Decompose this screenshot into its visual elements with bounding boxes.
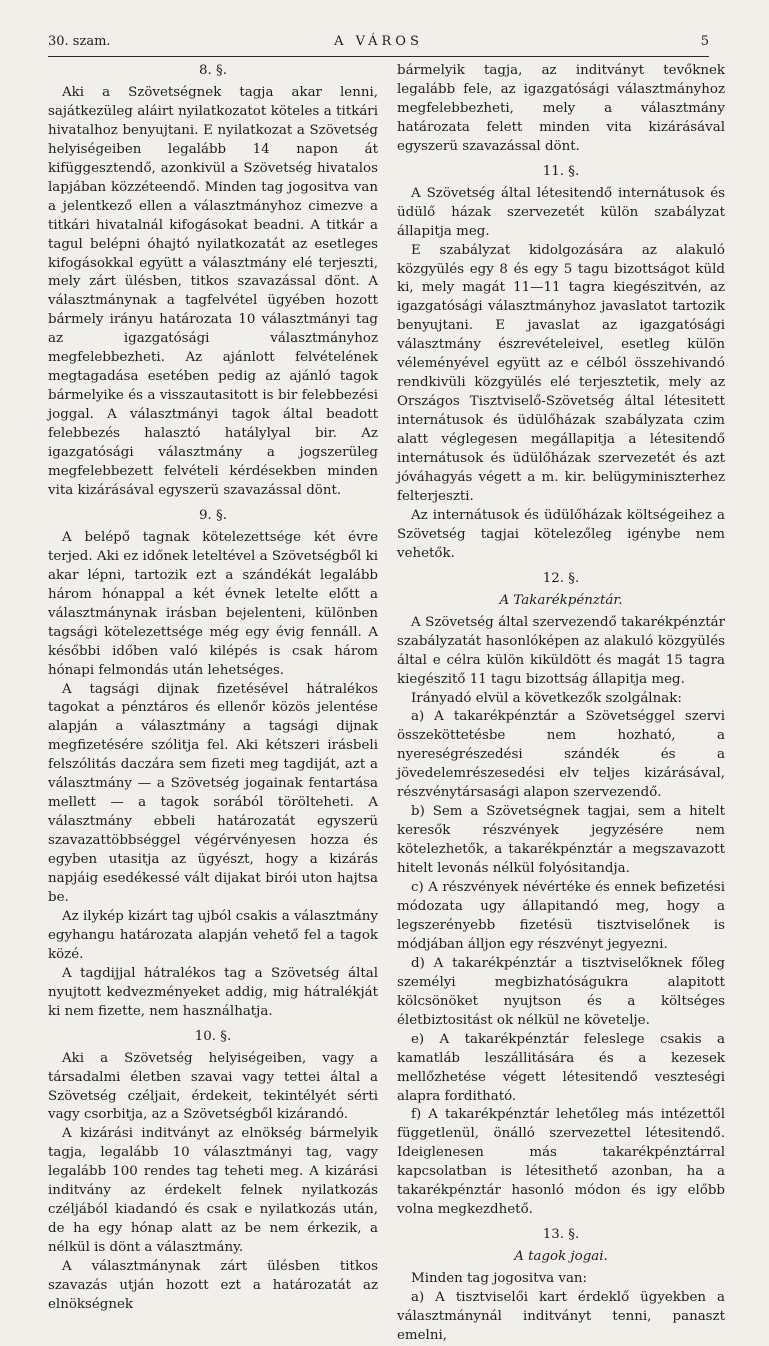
section-heading: 12. §. <box>542 570 580 586</box>
section-heading: 13. §. <box>542 1227 580 1243</box>
paragraph: A Szövetség által szervezendő takarékpénztár szabályzatát hasonlóképen az alakuló közgyülés által e célra külön kiküldött és magát 15 tagra kiegészitő 11 tagu bizottság állapitja meg. <box>397 614 725 687</box>
paragraph: Irányadó elvül a következők szolgálnak: <box>411 690 682 706</box>
paragraph: Aki a Szövetségnek tagja akar lenni, sajátkezüleg aláirt nyilatkozatot köteles a titkári hivatalhoz benyujtani. E nyilatkozat a Szövetség helyiségeiben legalább 14 napon át kifüggesztendő, azonkivül a Szövetség hivatalos lapjában közzéteendő. Minden tag jogositva van a jelentkező ellen a választmányhoz cimezve a titkári hivatalnál kifogásokat beadni. A titkár a tagul belépni óhajtó nyilatkozatát az esetleges kifogásokkal együtt a választmány elé terjeszti, mely zárt ülésben, titkos szavazással dönt. A választmánynak a tagfelvétel ügyében hozott bármely irányu határozata 10 választmányi tag az igazgatósági választmányhoz megfelebbezheti. Az ajánlott felvételének megtagadása esetében pedig az ajánló tagok bármelyike és a visszautasitott is bir felebbezési joggal. A választmányi tagok által beadott felebbezés halasztó hatálylyal bir. Az igazgatósági választmány a jogszerüleg megfelebbezett felvételi kérdésekben minden vita kizárásával egyszerü szavazással dönt. <box>48 84 378 498</box>
header-rule <box>48 56 709 57</box>
paragraph: E szabályzat kidolgozására az alakuló közgyülés egy 8 és egy 5 tagu bizottságot küld ki, mely magát 11—11 tagra kiegészitvén, az igazgatósági választmányhoz javaslatot tartozik benyujtani. E javaslat az igazgatósági választmány észrevételeivel, esetleg külön véleményével együtt az e célból összehivandó rendkivüli közgyülés elé terjesztetik, mely az Országos Tisztviselő-Szövetség által létesitett internátusok és üdülőházak szabályzata czim alatt véglegesen megállapitja a létesitendő internátusok és üdülőházak szervezetét és azt jóváhagyás végett a m. kir. belügyminiszterhez felterjeszti. <box>397 242 725 504</box>
paragraph: A belépő tagnak kötelezettsége két évre terjed. Aki ez időnek leteltével a Szövetségből ki akar lépni, tartozik ezt a szándékát legalább három hónappal a két évnek letelte előtt a választmánynak irásban bejelenteni, különben tagsági kötelezettsége még egy évig fennáll. A későbbi időben való kilépés is csak három hónapi felmondás után lehetséges. <box>48 529 378 678</box>
paragraph: A választmánynak zárt ülésben titkos szavazás utján hozott ezt a határozatát az elnökségnek <box>48 1259 378 1312</box>
section-heading: 11. §. <box>542 163 580 179</box>
right-column <box>397 62 725 1343</box>
paragraph: A tagsági dijnak fizetésével hátralékos tagokat a pénztáros és ellenőr közös jelentése alapján a választmány a tagsági dijnak megfizetésére szólitja fel. Aki kétszeri irásbeli felszólitás daczára sem fizeti meg tagdiját, azt a választmány — a Szövetség jogainak fentartása mellett — a tagok sorából törölteheti. A választmány ebbeli határozatát egyszerü szavazattöbbséggel végérvényesen hozza és egyben utasitja az ügyészt, hogy a kizárás napjáig esedékessé vált dijakat birói uton hajtsa be. <box>48 681 378 905</box>
issue-number: 30. szam. <box>48 34 111 49</box>
section-heading: 8. §. <box>199 63 227 78</box>
page-number: 5 <box>700 34 709 49</box>
paragraph: c) A részvények névértéke és ennek befizetési módozata ugy állapitandó meg, hogy a legszerényebb fizetésü tisztviselőnek is módjában álljon egy részvényt jegyezni. <box>397 880 725 952</box>
publication-title: A VÁROS <box>334 34 423 49</box>
paragraph: e) A takarékpénztár feleslege csakis a kamatláb leszállitására és a kezesek mellőzhetése végett létesitendő veszteségi alapra forditható. <box>397 1031 725 1104</box>
paragraph: A kizárási inditványt az elnökség bármelyik tagja, legalább 10 választmányi tag, vagy legalább 100 rendes tag teheti meg. A kizárási inditvány az érdekelt felnek nyilatkozás czéljából kiadandó és csak e nyilatkozás után, de ha egy hónap alatt az be nem érkezik, a nélkül is dönt a választmány. <box>48 1126 378 1256</box>
section-heading: 10. §. <box>194 1028 232 1044</box>
section-heading: 9. §. <box>199 507 227 523</box>
left-column <box>48 62 378 1312</box>
section-subtitle: A tagok jogai. <box>514 1249 608 1265</box>
section-subtitle: A Takarékpénztár. <box>499 592 623 608</box>
paragraph: d) A takarékpénztár a tisztviselőknek főleg személyi megbizhatóságukra alapitott kölcsönöket nyujtson és a költséges életbiztositást ok nélkül ne követelje. <box>397 955 725 1028</box>
paragraph: Az ilykép kizárt tag ujból csakis a választmány egyhangu határozata alapján vehető fel a tagok közé. <box>48 908 378 962</box>
paragraph: b) Sem a Szövetségnek tagjai, sem a hitelt keresők részvények jegyzésére nem kötelezhetők, a takarékpénztár a megszavazott hitelt levonás nélkül folyósitandja. <box>397 804 725 877</box>
paragraph: bármelyik tagja, az inditványt tevőknek legalább fele, az igazgatósági választmányhoz megfelebbezheti, mely a választmány határozata felett minden vita kizárásával egyszerü szavazással dönt. <box>397 63 725 154</box>
paragraph: A Szövetség által létesitendő internátusok és üdülő házak szervezetét külön szabályzat állapitja meg. <box>397 185 725 239</box>
paragraph: Aki a Szövetség helyiségeiben, vagy a társadalmi életben szavai vagy tettei által a Szövetség czéljait, érdekeit, tekintélyét sérti vagy csorbitja, az a Szövetségből kizárandó. <box>48 1050 378 1123</box>
paragraph: Minden tag jogositva van: <box>411 1271 588 1287</box>
running-head <box>48 34 709 52</box>
paragraph: f) A takarékpénztár lehetőleg más intézettől függetlenül, önálló szervezettel létesitendő. Ideiglenesen más takarékpénztárral kapcsolatban is létesithető azonban, ha a takarékpénztár hasonló módon és igy előbb volna megkezdhető. <box>397 1107 725 1218</box>
paragraph: Az internátusok és üdülőházak költségeihez a Szövetség tagjai kötelezőleg igénybe nem vehetők. <box>397 507 725 561</box>
paragraph: A tagdijjal hátralékos tag a Szövetség által nyujtott kedvezményeket addig, mig hátralékját ki nem fizette, nem használhatja. <box>48 965 378 1019</box>
paragraph: a) A tisztviselői kart érdeklő ügyekben a választmánynál inditványt tenni, panaszt emelni, <box>397 1290 725 1343</box>
paragraph: a) A takarékpénztár a Szövetséggel szervi összeköttetésbe nem hozható, a nyereségrészedési szándék és a jövedelemrészesedési elv teljes kizárásával, részvénytársasági alapon szervezendő. <box>397 709 725 801</box>
